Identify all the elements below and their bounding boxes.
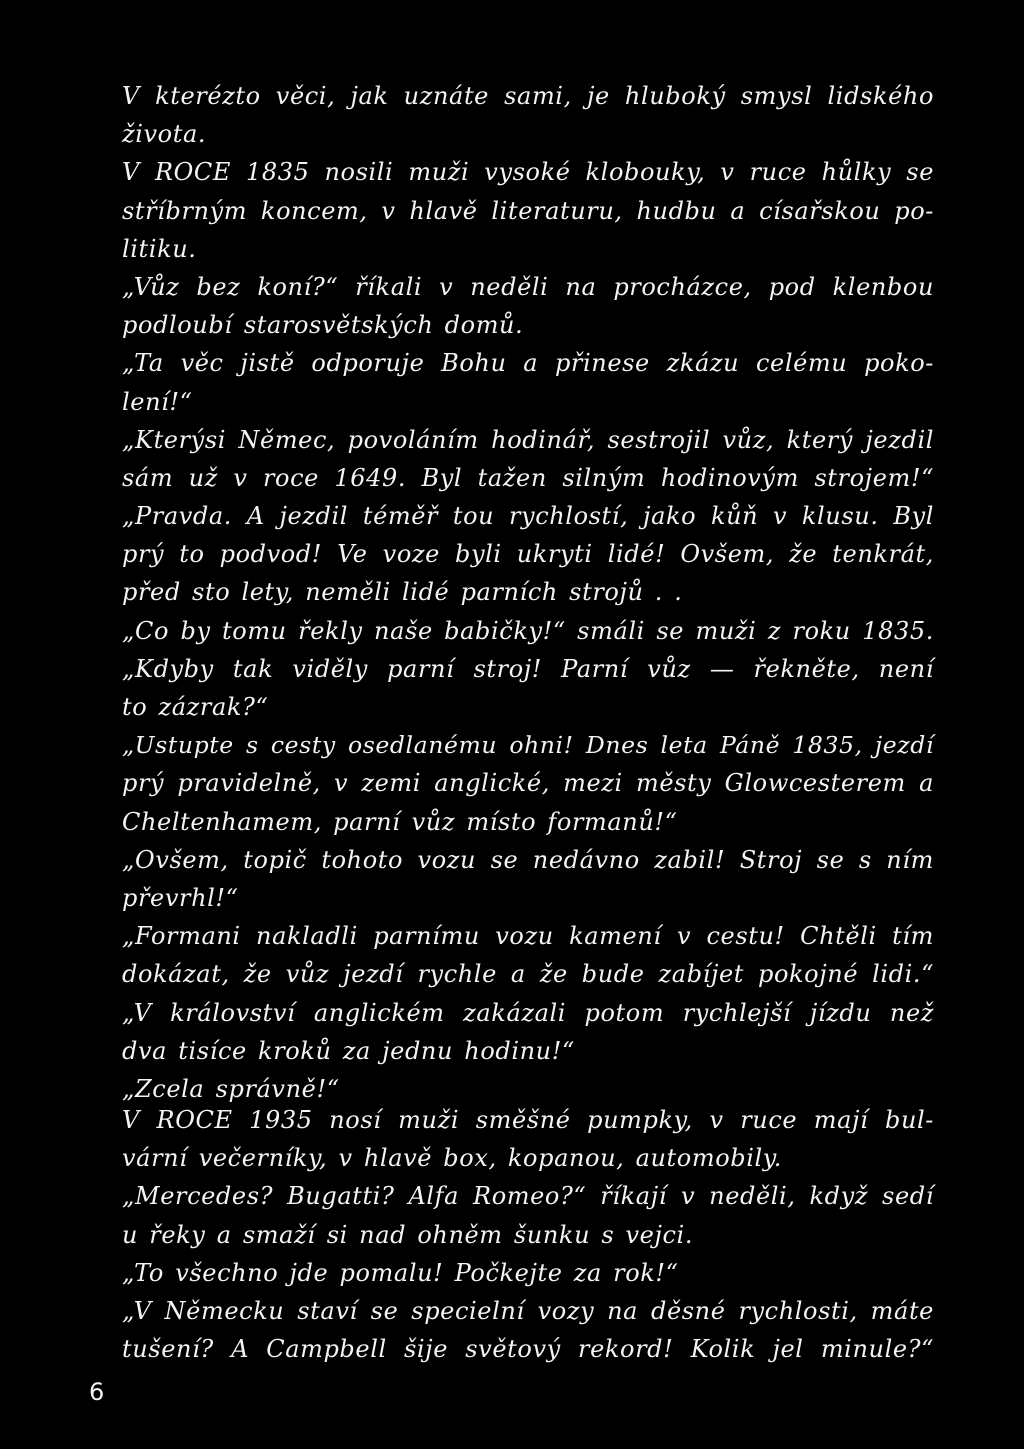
text-line: „Kterýsi Němec, povoláním hodinář, sestrojil vůz, který jezdil xyxy=(122,425,934,454)
text-line: u řeky a smaží si nad ohněm šunku s vejci. xyxy=(122,1220,694,1249)
text-line: prý pravidelně, v zemi anglické, mezi městy Glowcesterem a xyxy=(122,769,934,798)
text-line: „Formani nakladli parnímu vozu kamení v cestu! Chtěli tím xyxy=(122,922,934,951)
text-line: „V Německu staví se specielní vozy na děsné rychlosti, máte xyxy=(122,1296,934,1325)
text-line: to zázrak?“ xyxy=(122,693,269,721)
text-line: převrhl!“ xyxy=(122,883,239,912)
text-line: „To všechno jde pomalu! Počkejte za rok!“ xyxy=(122,1258,679,1287)
text-line: „Mercedes? Bugatti? Alfa Romeo?“ říkají v neděli, když sedí xyxy=(122,1182,934,1211)
text-line: „Kdyby tak viděly parní stroj! Parní vůz — řekněte, není xyxy=(122,654,934,683)
text-line: „V království anglickém zakázali potom rychlejší jízdu než xyxy=(122,998,934,1027)
text-line: života. xyxy=(122,120,207,149)
text-line: V ROCE 1835 nosili muži vysoké klobouky, v ruce hůlky se xyxy=(122,158,934,187)
text-line: sám už v roce 1649. Byl tažen silným hodinovým strojem!“ xyxy=(122,463,934,492)
text-block-1835 xyxy=(122,77,934,1108)
text-line: „Ovšem, topič tohoto vozu se nedávno zabil! Stroj se s ním xyxy=(122,845,934,874)
text-line: lení!“ xyxy=(122,387,193,416)
text-line: Cheltenhamem, parní vůz místo formanů!“ xyxy=(122,807,678,836)
text-block-1935 xyxy=(122,1101,934,1368)
page-number: 6 xyxy=(89,1378,105,1406)
text-line: prý to podvod! Ve voze byli ukryti lidé! Ovšem, že tenkrát, xyxy=(122,540,934,569)
text-line: V ROCE 1935 nosí muži směšné pumpky, v ruce mají bul- xyxy=(122,1106,934,1134)
text-line: „Zcela správně!“ xyxy=(122,1074,340,1103)
text-line: V kterézto věci, jak uznáte sami, je hluboký smysl lidského xyxy=(122,82,934,110)
text-line: „Vůz bez koní?“ říkali v neděli na procházce, pod klenbou xyxy=(122,272,934,301)
text-line: „Pravda. A jezdil téměř tou rychlostí, jako kůň v klusu. Byl xyxy=(122,502,934,531)
text-line: dva tisíce kroků za jednu hodinu!“ xyxy=(122,1036,575,1065)
text-line: „Ustupte s cesty osedlanému ohni! Dnes leta Páně 1835, jezdí xyxy=(122,731,934,760)
text-line: před sto lety, neměli lidé parních strojů . . xyxy=(122,578,683,607)
text-line: „Ta věc jistě odporuje Bohu a přinese zkázu celému poko- xyxy=(122,349,934,378)
text-line: podloubí starosvětských domů. xyxy=(122,311,524,340)
text-line: dokázat, že vůz jezdí rychle a že bude zabíjet pokojné lidi.“ xyxy=(122,960,934,989)
text-line: litiku. xyxy=(122,234,197,263)
text-line: stříbrným koncem, v hlavě literaturu, hudbu a císařskou po- xyxy=(122,196,934,225)
text-line: vární večerníky, v hlavě box, kopanou, automobily. xyxy=(122,1144,782,1173)
text-line: „Co by tomu řekly naše babičky!“ smáli se muži z roku 1835. xyxy=(122,616,934,645)
text-line: tušení? A Campbell šije světový rekord! Kolik jel minule?“ xyxy=(122,1335,934,1364)
